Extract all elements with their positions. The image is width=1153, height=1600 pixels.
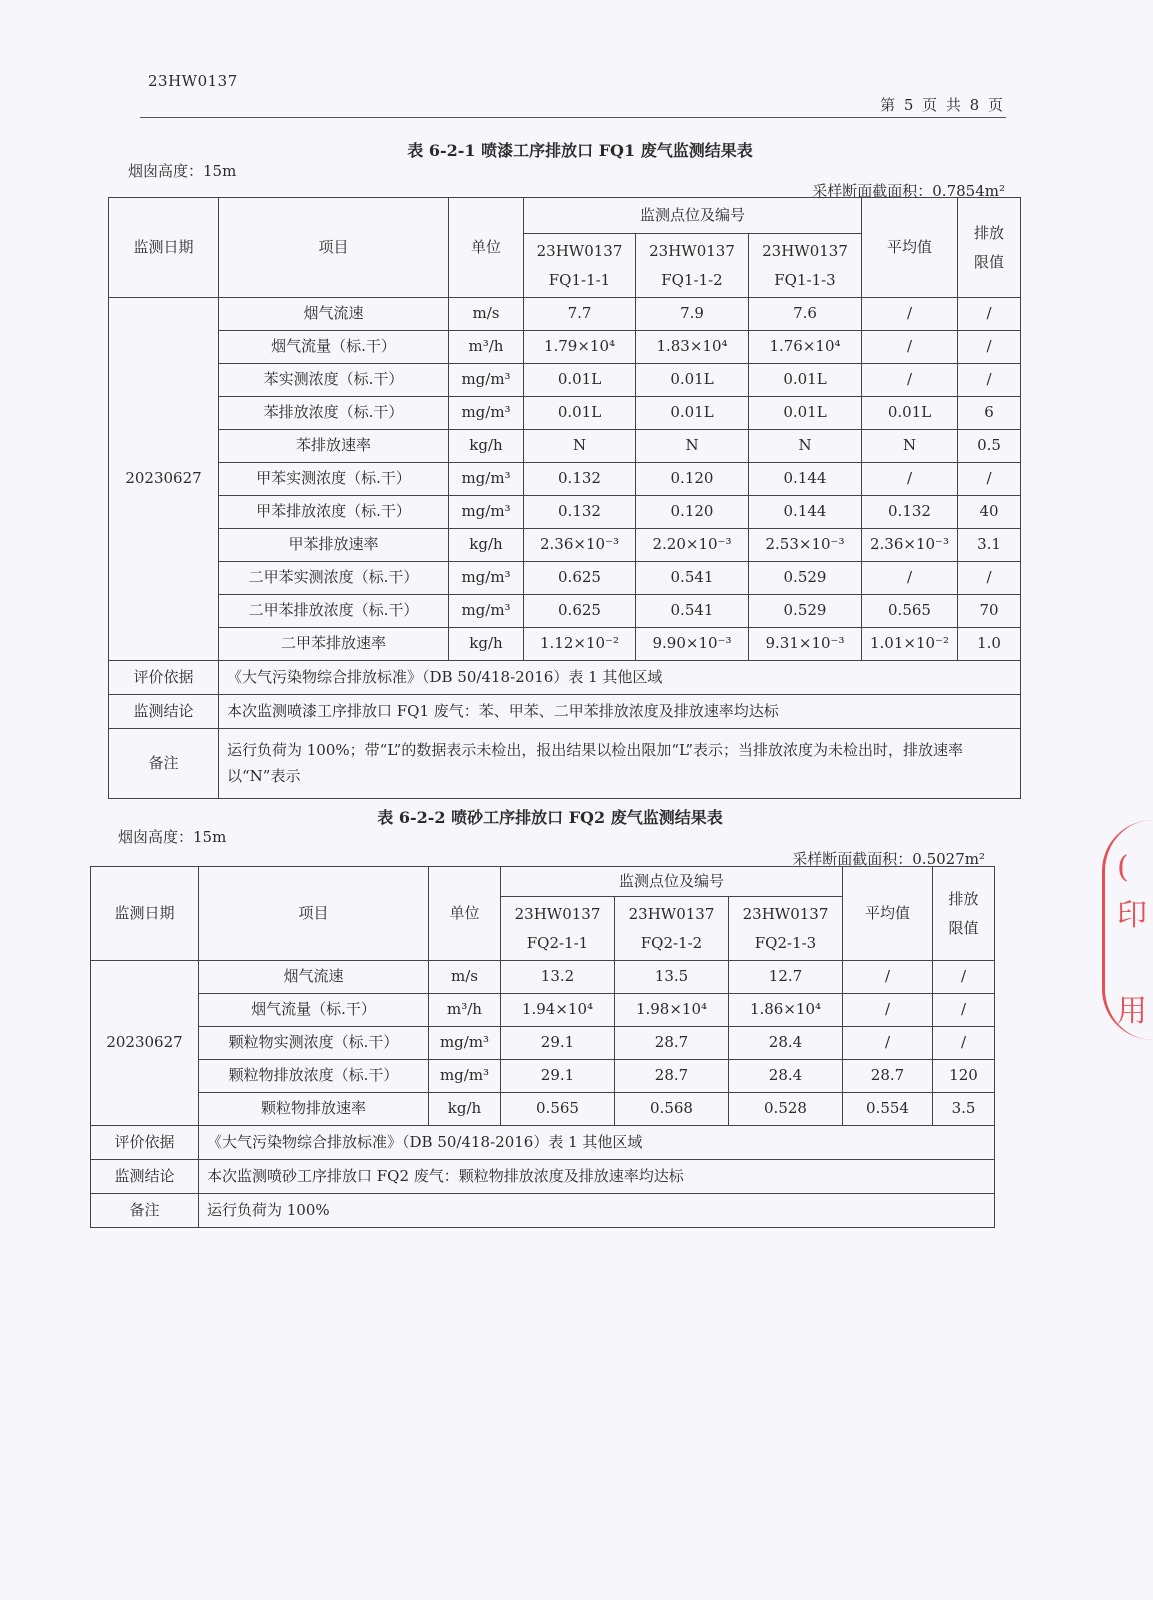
value-cell-2: 0.120 [636, 496, 749, 529]
basis-label: 评价依据 [91, 1126, 199, 1160]
conclusion-label: 监测结论 [109, 695, 219, 729]
unit-cell: mg/m³ [449, 463, 524, 496]
value-cell-3: 7.6 [749, 298, 862, 331]
basis-text: 《大气污染物综合排放标准》（DB 50/418-2016）表 1 其他区域 [219, 661, 1021, 695]
value-cell-2: 9.90×10⁻³ [636, 628, 749, 661]
table2-caption: 表 6-2-2 喷砂工序排放口 FQ2 废气监测结果表 [377, 808, 723, 827]
limit-cell: 3.1 [958, 529, 1021, 562]
item-cell: 甲苯排放速率 [219, 529, 449, 562]
remark-text: 运行负荷为 100% [199, 1194, 995, 1228]
table1-results [108, 197, 1021, 799]
value-cell-1: 1.79×10⁴ [524, 331, 636, 364]
average-cell: 1.01×10⁻² [862, 628, 958, 661]
value-cell-1: 0.625 [524, 562, 636, 595]
value-cell-2: 28.7 [615, 1027, 729, 1060]
average-cell: 0.565 [862, 595, 958, 628]
conclusion-label: 监测结论 [91, 1160, 199, 1194]
value-cell-3: 2.53×10⁻³ [749, 529, 862, 562]
item-cell: 苯排放浓度（标.干） [219, 397, 449, 430]
value-cell-1: 0.132 [524, 496, 636, 529]
average-cell: / [843, 961, 933, 994]
limit-cell: / [933, 961, 995, 994]
date-cell: 20230627 [109, 298, 219, 661]
conclusion-text: 本次监测喷砂工序排放口 FQ2 废气：颗粒物排放浓度及排放速率均达标 [199, 1160, 995, 1194]
table-row [91, 961, 995, 994]
item-cell: 甲苯排放浓度（标.干） [219, 496, 449, 529]
value-cell-2: 0.01L [636, 397, 749, 430]
header-point-2: 23HW0137 FQ2-1-2 [615, 897, 729, 961]
value-cell-1: 13.2 [501, 961, 615, 994]
header-points: 监测点位及编号 [524, 198, 862, 234]
value-cell-3: 1.76×10⁴ [749, 331, 862, 364]
value-cell-1: N [524, 430, 636, 463]
unit-cell: m/s [449, 298, 524, 331]
value-cell-2: 0.568 [615, 1093, 729, 1126]
header-date: 监测日期 [91, 867, 199, 961]
unit-cell: mg/m³ [449, 562, 524, 595]
table-row [91, 1027, 995, 1060]
value-cell-1: 0.565 [501, 1093, 615, 1126]
limit-cell: 0.5 [958, 430, 1021, 463]
limit-cell: / [933, 994, 995, 1027]
table2-results [90, 866, 995, 1228]
header-unit: 单位 [429, 867, 501, 961]
basis-text: 《大气污染物综合排放标准》（DB 50/418-2016）表 1 其他区域 [199, 1126, 995, 1160]
unit-cell: mg/m³ [449, 595, 524, 628]
limit-cell: / [958, 298, 1021, 331]
value-cell-3: 0.144 [749, 496, 862, 529]
unit-cell: mg/m³ [429, 1060, 501, 1093]
table-row [109, 430, 1021, 463]
header-item: 项目 [199, 867, 429, 961]
value-cell-3: 0.529 [749, 595, 862, 628]
value-cell-1: 2.36×10⁻³ [524, 529, 636, 562]
value-cell-3: 28.4 [729, 1060, 843, 1093]
item-cell: 二甲苯排放速率 [219, 628, 449, 661]
value-cell-2: 7.9 [636, 298, 749, 331]
header-point-1: 23HW0137 FQ1-1-1 [524, 234, 636, 298]
table2-stack-height: 烟囱高度：15m [118, 828, 227, 846]
header-divider [140, 117, 1006, 118]
value-cell-3: 0.529 [749, 562, 862, 595]
average-cell: 0.01L [862, 397, 958, 430]
table-row [109, 331, 1021, 364]
value-cell-3: 28.4 [729, 1027, 843, 1060]
average-cell: / [862, 562, 958, 595]
average-cell: / [862, 463, 958, 496]
date-cell: 20230627 [91, 961, 199, 1126]
table-row [91, 994, 995, 1027]
value-cell-1: 1.94×10⁴ [501, 994, 615, 1027]
value-cell-2: 2.20×10⁻³ [636, 529, 749, 562]
value-cell-1: 7.7 [524, 298, 636, 331]
red-seal-stamp: ( 印 用 [1102, 820, 1153, 1040]
header-point-1: 23HW0137 FQ2-1-1 [501, 897, 615, 961]
item-cell: 烟气流速 [219, 298, 449, 331]
value-cell-2: 0.120 [636, 463, 749, 496]
value-cell-2: 0.01L [636, 364, 749, 397]
table2-section-area: 采样断面截面积：0.5027m² [792, 850, 985, 868]
average-cell: / [862, 331, 958, 364]
item-cell: 烟气流量（标.干） [199, 994, 429, 1027]
header-point-3: 23HW0137 FQ2-1-3 [729, 897, 843, 961]
value-cell-1: 29.1 [501, 1060, 615, 1093]
limit-cell: 1.0 [958, 628, 1021, 661]
unit-cell: kg/h [449, 430, 524, 463]
value-cell-2: 0.541 [636, 595, 749, 628]
table-row [109, 364, 1021, 397]
value-cell-1: 0.01L [524, 397, 636, 430]
average-cell: 0.554 [843, 1093, 933, 1126]
unit-cell: kg/h [429, 1093, 501, 1126]
conclusion-text: 本次监测喷漆工序排放口 FQ1 废气：苯、甲苯、二甲苯排放浓度及排放速率均达标 [219, 695, 1021, 729]
item-cell: 颗粒物排放浓度（标.干） [199, 1060, 429, 1093]
limit-cell: 6 [958, 397, 1021, 430]
item-cell: 二甲苯排放浓度（标.干） [219, 595, 449, 628]
header-unit: 单位 [449, 198, 524, 298]
limit-cell: / [958, 331, 1021, 364]
page-number: 第 5 页 共 8 页 [880, 96, 1005, 114]
header-limit: 排放限值 [958, 198, 1021, 298]
header-date: 监测日期 [109, 198, 219, 298]
average-cell: / [862, 364, 958, 397]
header-average: 平均值 [843, 867, 933, 961]
report-code: 23HW0137 [148, 72, 238, 90]
value-cell-2: 1.98×10⁴ [615, 994, 729, 1027]
item-cell: 烟气流量（标.干） [219, 331, 449, 364]
table-row [109, 463, 1021, 496]
header-average: 平均值 [862, 198, 958, 298]
average-cell: 28.7 [843, 1060, 933, 1093]
unit-cell: m/s [429, 961, 501, 994]
table-row [109, 595, 1021, 628]
remark-label: 备注 [91, 1194, 199, 1228]
limit-cell: 3.5 [933, 1093, 995, 1126]
value-cell-3: 1.86×10⁴ [729, 994, 843, 1027]
average-cell: 0.132 [862, 496, 958, 529]
header-limit: 排放限值 [933, 867, 995, 961]
table-row [109, 562, 1021, 595]
header-points: 监测点位及编号 [501, 867, 843, 897]
limit-cell: 40 [958, 496, 1021, 529]
item-cell: 甲苯实测浓度（标.干） [219, 463, 449, 496]
value-cell-1: 0.132 [524, 463, 636, 496]
value-cell-1: 1.12×10⁻² [524, 628, 636, 661]
unit-cell: m³/h [429, 994, 501, 1027]
average-cell: / [862, 298, 958, 331]
table-row [91, 1093, 995, 1126]
value-cell-1: 29.1 [501, 1027, 615, 1060]
item-cell: 颗粒物排放速率 [199, 1093, 429, 1126]
remark-label: 备注 [109, 729, 219, 799]
remark-text: 运行负荷为 100%；带“L”的数据表示未检出，报出结果以检出限加“L”表示；当排放浓度为未检出时，排放速率以“N”表示 [219, 729, 1021, 799]
table-row [109, 628, 1021, 661]
table1-caption: 表 6-2-1 喷漆工序排放口 FQ1 废气监测结果表 [407, 141, 753, 160]
limit-cell: / [933, 1027, 995, 1060]
limit-cell: / [958, 364, 1021, 397]
table-row [109, 529, 1021, 562]
value-cell-3: 0.01L [749, 364, 862, 397]
table-row [109, 496, 1021, 529]
unit-cell: mg/m³ [449, 397, 524, 430]
unit-cell: kg/h [449, 529, 524, 562]
item-cell: 烟气流速 [199, 961, 429, 994]
value-cell-2: 28.7 [615, 1060, 729, 1093]
value-cell-2: N [636, 430, 749, 463]
item-cell: 颗粒物实测浓度（标.干） [199, 1027, 429, 1060]
average-cell: / [843, 1027, 933, 1060]
value-cell-3: 0.528 [729, 1093, 843, 1126]
table1-section-area: 采样断面截面积：0.7854m² [812, 182, 1005, 200]
table1-stack-height: 烟囱高度：15m [128, 162, 237, 180]
unit-cell: m³/h [449, 331, 524, 364]
table-row [109, 397, 1021, 430]
value-cell-2: 13.5 [615, 961, 729, 994]
header-item: 项目 [219, 198, 449, 298]
value-cell-3: N [749, 430, 862, 463]
average-cell: N [862, 430, 958, 463]
unit-cell: mg/m³ [449, 364, 524, 397]
unit-cell: kg/h [449, 628, 524, 661]
unit-cell: mg/m³ [449, 496, 524, 529]
header-point-2: 23HW0137 FQ1-1-2 [636, 234, 749, 298]
unit-cell: mg/m³ [429, 1027, 501, 1060]
limit-cell: / [958, 463, 1021, 496]
value-cell-1: 0.01L [524, 364, 636, 397]
value-cell-3: 12.7 [729, 961, 843, 994]
value-cell-3: 0.01L [749, 397, 862, 430]
value-cell-1: 0.625 [524, 595, 636, 628]
average-cell: / [843, 994, 933, 1027]
item-cell: 苯实测浓度（标.干） [219, 364, 449, 397]
value-cell-2: 0.541 [636, 562, 749, 595]
average-cell: 2.36×10⁻³ [862, 529, 958, 562]
table-row [91, 1060, 995, 1093]
basis-label: 评价依据 [109, 661, 219, 695]
limit-cell: 120 [933, 1060, 995, 1093]
item-cell: 苯排放速率 [219, 430, 449, 463]
header-point-3: 23HW0137 FQ1-1-3 [749, 234, 862, 298]
item-cell: 二甲苯实测浓度（标.干） [219, 562, 449, 595]
value-cell-2: 1.83×10⁴ [636, 331, 749, 364]
limit-cell: / [958, 562, 1021, 595]
table-row [109, 298, 1021, 331]
value-cell-3: 9.31×10⁻³ [749, 628, 862, 661]
limit-cell: 70 [958, 595, 1021, 628]
value-cell-3: 0.144 [749, 463, 862, 496]
